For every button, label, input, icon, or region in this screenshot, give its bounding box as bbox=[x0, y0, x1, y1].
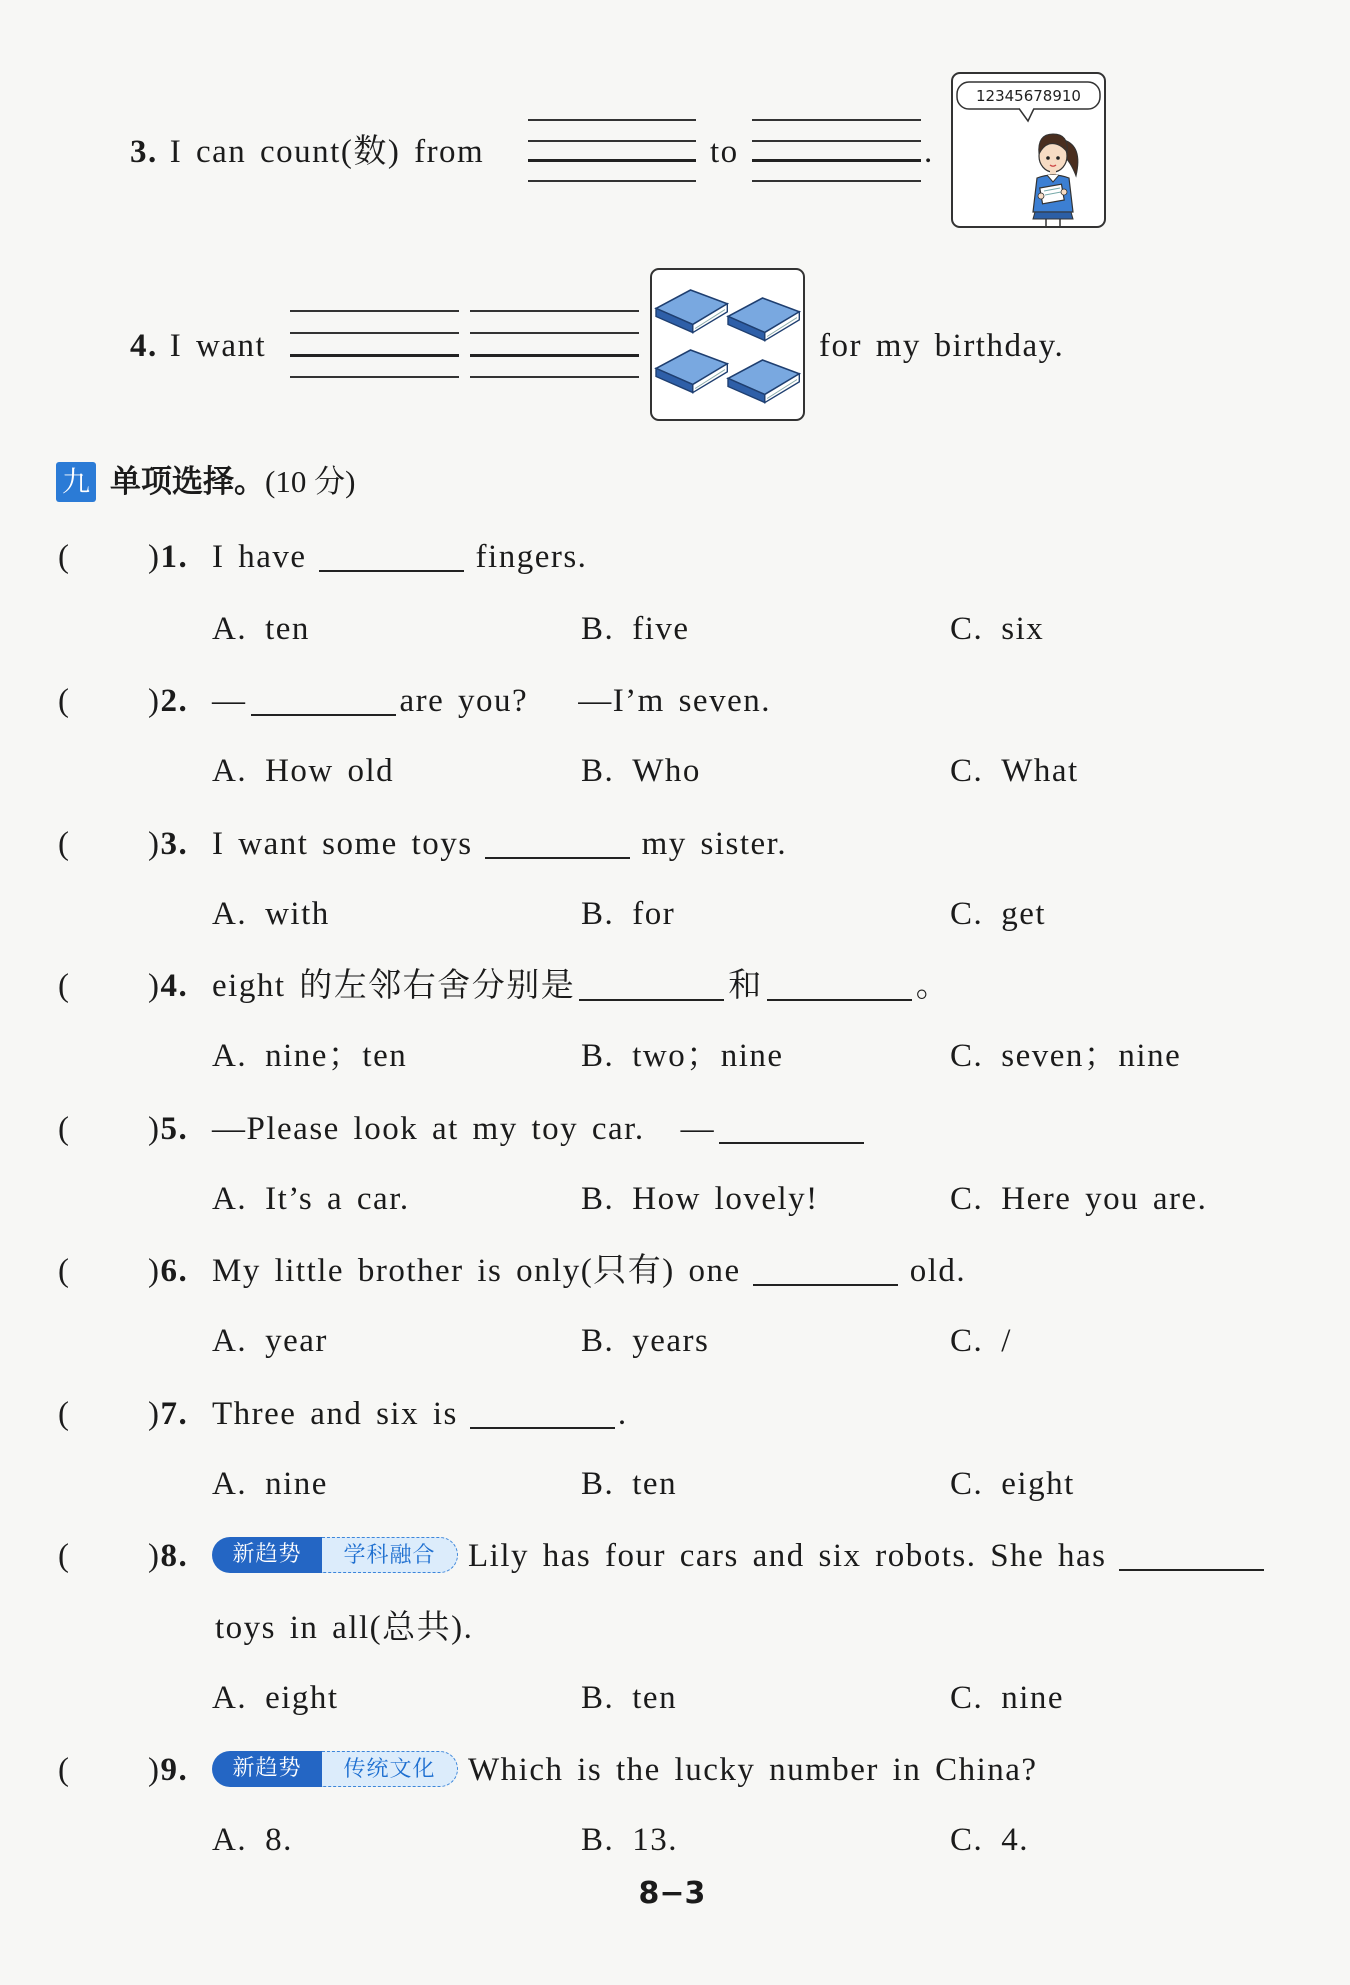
answer-paren-close: ) bbox=[148, 1396, 161, 1432]
question-number bbox=[148, 1249, 188, 1293]
bubble-numbers: 12345678910 bbox=[976, 87, 1081, 105]
writing-guide[interactable] bbox=[528, 119, 696, 182]
option-text: / bbox=[1001, 1323, 1012, 1359]
fill-in-text-after: for my birthday. bbox=[819, 328, 1065, 364]
trend-tag bbox=[212, 1537, 458, 1573]
question-number-label: 2. bbox=[160, 683, 189, 719]
option-c bbox=[950, 749, 1079, 793]
trend-tag bbox=[212, 1751, 458, 1787]
four-books-icon bbox=[652, 270, 803, 419]
option-letter: A. bbox=[212, 1466, 248, 1502]
guide-line bbox=[470, 332, 639, 334]
option-text: six bbox=[1001, 611, 1045, 647]
option-text: nine；ten bbox=[265, 1038, 408, 1074]
option-a bbox=[212, 1676, 339, 1720]
answer-blank[interactable] bbox=[1119, 1539, 1264, 1571]
option-c bbox=[950, 1319, 1012, 1363]
option-letter: C. bbox=[950, 1466, 984, 1502]
question-number bbox=[148, 822, 188, 866]
answer-blank[interactable] bbox=[579, 969, 724, 1001]
option-c bbox=[950, 1034, 1181, 1078]
answer-slot[interactable] bbox=[76, 1536, 146, 1576]
guide-line bbox=[470, 376, 639, 378]
option-text: ten bbox=[632, 1466, 678, 1502]
option-letter: B. bbox=[581, 1323, 615, 1359]
answer-slot[interactable] bbox=[76, 824, 146, 864]
answer-paren-close: ) bbox=[148, 1253, 161, 1289]
fill-in-question-4 bbox=[130, 324, 266, 368]
option-a bbox=[212, 1462, 328, 1506]
question-number-label: 6. bbox=[160, 1253, 189, 1289]
girl-figure bbox=[1033, 134, 1078, 226]
question-text bbox=[212, 1249, 966, 1293]
question-text-before: I want some toys bbox=[212, 826, 473, 862]
question-1 bbox=[0, 535, 1350, 579]
option-c bbox=[950, 1462, 1075, 1506]
fill-in-text-middle: to bbox=[710, 134, 739, 170]
question-8-continued bbox=[0, 1606, 1350, 1650]
section-title bbox=[110, 460, 355, 504]
option-text: get bbox=[1001, 896, 1047, 932]
guide-line bbox=[528, 159, 696, 162]
question-4 bbox=[0, 964, 1350, 1008]
guide-line bbox=[470, 354, 639, 357]
options-4 bbox=[0, 1034, 1350, 1078]
option-letter: B. bbox=[581, 611, 615, 647]
answer-paren-open: ( bbox=[58, 1752, 71, 1788]
option-letter: B. bbox=[581, 896, 615, 932]
option-text: eight bbox=[265, 1680, 339, 1716]
question-text bbox=[212, 535, 587, 579]
answer-paren-close: ) bbox=[148, 1111, 161, 1147]
question-text bbox=[212, 964, 950, 1008]
option-letter: C. bbox=[950, 1822, 984, 1858]
option-text: 13. bbox=[632, 1822, 679, 1858]
options-6 bbox=[0, 1319, 1350, 1363]
question-text-before: My little brother is only(只有) one bbox=[212, 1253, 741, 1289]
question-text-before: — bbox=[212, 683, 247, 719]
answer-paren-open: ( bbox=[58, 1253, 71, 1289]
writing-guide[interactable] bbox=[470, 310, 639, 378]
option-b bbox=[581, 1319, 709, 1363]
answer-slot[interactable] bbox=[76, 537, 146, 577]
guide-line bbox=[290, 332, 459, 334]
book-icon bbox=[728, 298, 799, 341]
option-text: 4. bbox=[1001, 1822, 1030, 1858]
option-text: years bbox=[632, 1323, 710, 1359]
question-number bbox=[148, 679, 188, 723]
option-text: 8. bbox=[265, 1822, 293, 1858]
answer-paren-open: ( bbox=[58, 1396, 71, 1432]
option-text: seven；nine bbox=[1001, 1038, 1182, 1074]
answer-blank[interactable] bbox=[719, 1112, 864, 1144]
section-number-badge: 九 bbox=[56, 462, 96, 502]
option-text: nine bbox=[1001, 1680, 1065, 1716]
option-a bbox=[212, 607, 310, 651]
question-number-label: 5. bbox=[160, 1111, 189, 1147]
answer-slot[interactable] bbox=[76, 681, 146, 721]
option-c bbox=[950, 1177, 1207, 1221]
option-text: eight bbox=[1001, 1466, 1075, 1502]
option-text: What bbox=[1001, 753, 1079, 789]
option-c bbox=[950, 892, 1046, 936]
answer-paren-close: ) bbox=[148, 539, 161, 575]
book-icon bbox=[728, 360, 799, 403]
options-9 bbox=[0, 1818, 1350, 1862]
book-icon bbox=[656, 290, 727, 333]
option-b bbox=[581, 1676, 677, 1720]
option-a bbox=[212, 749, 394, 793]
question-6 bbox=[0, 1249, 1350, 1293]
question-text bbox=[212, 1107, 868, 1151]
answer-paren-open: ( bbox=[58, 539, 71, 575]
book-icon bbox=[656, 350, 727, 393]
guide-line bbox=[290, 376, 459, 378]
answer-paren-close: ) bbox=[148, 968, 161, 1004]
question-number bbox=[148, 1392, 188, 1436]
option-letter: B. bbox=[581, 1822, 615, 1858]
trend-tag-main: 新趋势 bbox=[212, 1537, 322, 1573]
fill-in-number: 4. bbox=[130, 328, 158, 364]
fill-in-question-3 bbox=[130, 130, 484, 174]
option-b bbox=[581, 607, 690, 651]
answer-slot[interactable] bbox=[76, 1750, 146, 1790]
question-text-after: 。 bbox=[915, 968, 951, 1004]
option-text: How lovely! bbox=[632, 1181, 819, 1217]
options-1 bbox=[0, 607, 1350, 651]
question-number bbox=[148, 1534, 188, 1578]
option-letter: C. bbox=[950, 611, 984, 647]
guide-line bbox=[528, 119, 696, 121]
question-3 bbox=[0, 822, 1350, 866]
answer-slot[interactable] bbox=[76, 966, 146, 1006]
question-text bbox=[212, 679, 771, 723]
option-letter: B. bbox=[581, 1038, 615, 1074]
trend-tag-sub: 学科融合 bbox=[322, 1537, 458, 1573]
option-text: five bbox=[632, 611, 690, 647]
guide-line bbox=[752, 159, 921, 162]
question-number-label: 3. bbox=[160, 826, 189, 862]
option-letter: A. bbox=[212, 753, 248, 789]
question-number bbox=[148, 964, 188, 1008]
options-7 bbox=[0, 1462, 1350, 1506]
option-text: ten bbox=[632, 1680, 678, 1716]
question-9 bbox=[0, 1748, 1350, 1792]
question-text-after: are you? bbox=[399, 683, 529, 719]
question-text-after: . bbox=[617, 1396, 628, 1432]
question-text-before: Three and six is bbox=[212, 1396, 458, 1432]
question-number-label: 7. bbox=[160, 1396, 189, 1432]
question-2 bbox=[0, 679, 1350, 723]
option-b bbox=[581, 749, 701, 793]
option-letter: C. bbox=[950, 1038, 984, 1074]
answer-blank[interactable] bbox=[470, 1397, 615, 1429]
option-b bbox=[581, 1462, 677, 1506]
guide-line bbox=[752, 140, 921, 142]
option-letter: A. bbox=[212, 1038, 248, 1074]
options-8 bbox=[0, 1676, 1350, 1720]
option-a bbox=[212, 1818, 293, 1862]
option-text: with bbox=[265, 896, 330, 932]
question-7 bbox=[0, 1392, 1350, 1436]
section-title-text: 单项选择。 bbox=[110, 464, 265, 500]
option-text: two；nine bbox=[632, 1038, 784, 1074]
option-a bbox=[212, 1034, 407, 1078]
option-text: year bbox=[265, 1323, 328, 1359]
books-picture bbox=[650, 268, 805, 421]
option-letter: C. bbox=[950, 896, 984, 932]
question-number-label: 8. bbox=[160, 1538, 189, 1574]
option-text: for bbox=[632, 896, 676, 932]
option-a bbox=[212, 1177, 410, 1221]
option-letter: C. bbox=[950, 1323, 984, 1359]
option-c bbox=[950, 607, 1044, 651]
option-letter: A. bbox=[212, 1680, 248, 1716]
fill-in-number: 3. bbox=[130, 134, 158, 170]
question-5 bbox=[0, 1107, 1350, 1151]
answer-paren-open: ( bbox=[58, 826, 71, 862]
options-3 bbox=[0, 892, 1350, 936]
writing-guide[interactable] bbox=[752, 119, 921, 182]
option-letter: C. bbox=[950, 753, 984, 789]
fill-in-text-before: I can count(数) from bbox=[169, 134, 485, 170]
options-5 bbox=[0, 1177, 1350, 1221]
answer-paren-close: ) bbox=[148, 1538, 161, 1574]
options-2 bbox=[0, 749, 1350, 793]
option-text: How old bbox=[265, 753, 395, 789]
question-text-continued: toys in all(总共). bbox=[215, 1610, 474, 1646]
page-number: 8−3 bbox=[638, 1876, 706, 1911]
option-b bbox=[581, 892, 675, 936]
question-number-label: 4. bbox=[160, 968, 189, 1004]
girl-counting-icon bbox=[953, 74, 1104, 226]
answer-blank[interactable] bbox=[767, 969, 912, 1001]
option-b bbox=[581, 1177, 819, 1221]
option-letter: B. bbox=[581, 1466, 615, 1502]
answer-slot[interactable] bbox=[76, 1394, 146, 1434]
option-letter: A. bbox=[212, 1323, 248, 1359]
question-text-before: Lily has four cars and six robots. She has bbox=[468, 1538, 1107, 1574]
question-text-before: eight 的左邻右舍分别是 bbox=[212, 968, 576, 1004]
option-letter: C. bbox=[950, 1181, 984, 1217]
question-text-after: old. bbox=[909, 1253, 967, 1289]
question-text bbox=[212, 1534, 1276, 1578]
question-text-before: —Please look at my toy car. bbox=[212, 1111, 645, 1147]
guide-line bbox=[470, 310, 639, 312]
option-letter: B. bbox=[581, 1181, 615, 1217]
answer-paren-close: ) bbox=[148, 1752, 161, 1788]
question-text-before: Which is the lucky number in China? bbox=[468, 1752, 1038, 1788]
answer-blank[interactable] bbox=[251, 684, 396, 716]
question-text-after: my sister. bbox=[641, 826, 788, 862]
girl-counting-picture bbox=[951, 72, 1106, 228]
question-reply: —I’m seven. bbox=[578, 683, 771, 719]
option-text: ten bbox=[265, 611, 310, 647]
question-number bbox=[148, 1107, 188, 1151]
question-text-middle: 和 bbox=[728, 968, 763, 1004]
option-letter: C. bbox=[950, 1680, 984, 1716]
answer-slot[interactable] bbox=[76, 1251, 146, 1291]
answer-paren-open: ( bbox=[58, 968, 71, 1004]
guide-line bbox=[752, 119, 921, 121]
question-8 bbox=[0, 1534, 1350, 1578]
guide-line bbox=[752, 180, 921, 182]
option-letter: A. bbox=[212, 611, 248, 647]
question-number-label: 9. bbox=[160, 1752, 189, 1788]
fill-in-text-end: . bbox=[924, 134, 934, 170]
option-letter: B. bbox=[581, 1680, 615, 1716]
option-letter: B. bbox=[581, 753, 615, 789]
option-letter: A. bbox=[212, 1822, 248, 1858]
answer-blank[interactable] bbox=[319, 540, 464, 572]
guide-line bbox=[528, 140, 696, 142]
answer-paren-open: ( bbox=[58, 1111, 71, 1147]
answer-paren-open: ( bbox=[58, 683, 71, 719]
guide-line bbox=[290, 310, 459, 312]
answer-paren-close: ) bbox=[148, 683, 161, 719]
option-a bbox=[212, 1319, 328, 1363]
answer-slot[interactable] bbox=[76, 1109, 146, 1149]
section-score: (10 分) bbox=[265, 464, 356, 499]
option-text: nine bbox=[265, 1466, 328, 1502]
option-c bbox=[950, 1818, 1029, 1862]
option-a bbox=[212, 892, 330, 936]
option-text: It’s a car. bbox=[265, 1181, 410, 1217]
guide-line bbox=[528, 180, 696, 182]
question-text-after: fingers. bbox=[475, 539, 588, 575]
guide-line bbox=[290, 354, 459, 357]
question-text bbox=[212, 1392, 628, 1436]
option-text: Here you are. bbox=[1001, 1181, 1208, 1217]
question-number-label: 1. bbox=[160, 539, 189, 575]
question-number bbox=[148, 535, 188, 579]
fill-in-text-before: I want bbox=[169, 328, 267, 364]
question-number bbox=[148, 1748, 188, 1792]
question-text-before: I have bbox=[212, 539, 307, 575]
question-text-after: — bbox=[680, 1111, 716, 1147]
answer-paren-open: ( bbox=[58, 1538, 71, 1574]
answer-blank[interactable] bbox=[753, 1254, 898, 1286]
option-b bbox=[581, 1034, 784, 1078]
question-text bbox=[212, 1748, 1038, 1792]
answer-blank[interactable] bbox=[485, 827, 630, 859]
option-b bbox=[581, 1818, 678, 1862]
option-c bbox=[950, 1676, 1064, 1720]
writing-guide[interactable] bbox=[290, 310, 459, 378]
question-text bbox=[212, 822, 787, 866]
option-text: Who bbox=[632, 753, 701, 789]
option-letter: A. bbox=[212, 1181, 248, 1217]
trend-tag-main: 新趋势 bbox=[212, 1751, 322, 1787]
option-letter: A. bbox=[212, 896, 248, 932]
trend-tag-sub: 传统文化 bbox=[322, 1751, 458, 1787]
answer-paren-close: ) bbox=[148, 826, 161, 862]
